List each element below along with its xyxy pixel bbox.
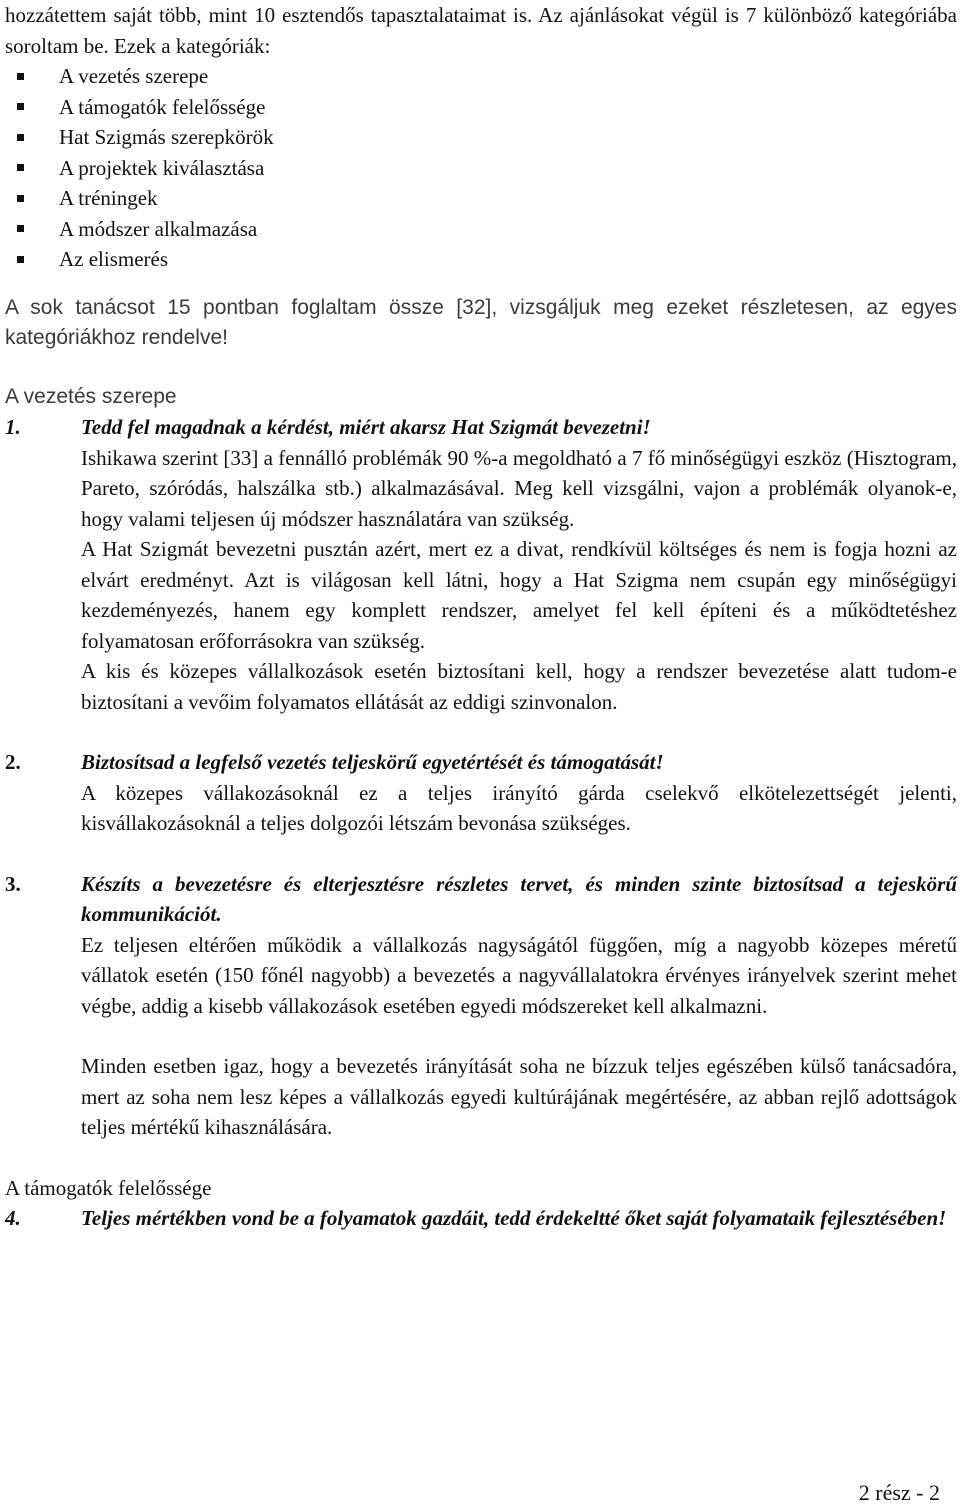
page-number: 2 rész - 2 [858, 1480, 940, 1505]
list-item: A támogatók felelőssége [17, 92, 957, 123]
recommendation-2 [5, 747, 957, 839]
list-item: A vezetés szerepe [17, 61, 957, 92]
square-bullet-icon [17, 73, 24, 80]
recommendation-title: Teljes mértékben vond be a folyamatok gazdáit, tedd érdekeltté őket saját folyamataik fejlesztésében! [81, 1206, 947, 1230]
intro-paragraph: hozzátettem saját több, mint 10 esztendős tapasztalataimat is. Az ajánlásokat végül is 7 különböző kategóriába soroltam be. Ezek a kategóriák: [5, 3, 957, 58]
square-bullet-icon [17, 256, 24, 263]
recommendation-paragraph: Ishikawa szerint [33] a fennálló problémák 90 %-a megoldható a 7 fő minőségügyi eszköz (Hisztogram, Pareto, szóródás, halszálka stb.) alkalmazásával. Meg kell vizsgálni, vajon a problémák olyanok-e, hogy valami teljesen új módszer használatára van szükség. [81, 445, 957, 531]
recommendation-1 [5, 412, 957, 717]
list-item: A módszer alkalmazása [17, 214, 957, 245]
list-item: A tréningek [17, 183, 957, 214]
recommendation-paragraph: Minden esetben igaz, hogy a bevezetés irányítását soha ne bízzuk teljes egészében külső tanácsadóra, mert az soha nem lesz képes a vállalkozás egyedi kultúrájának megértésére, az abban rejlő adottságok teljes mértékű kihasználására. [81, 1054, 957, 1139]
square-bullet-icon [17, 164, 24, 171]
recommendation-number: 1. [5, 415, 21, 439]
section-heading-sponsors: A támogatók felelőssége [5, 1175, 212, 1200]
recommendation-title: Tedd fel magadnak a kérdést, miért akarsz Hat Szigmát bevezetni! [81, 415, 651, 439]
list-item: Az elismerés [17, 244, 957, 275]
square-bullet-icon [17, 195, 24, 202]
recommendation-4 [5, 1203, 957, 1234]
list-item: A projektek kiválasztása [17, 153, 957, 184]
recommendation-title: Biztosítsad a legfelső vezetés teljeskörű egyetértését és támogatását! [81, 750, 664, 774]
list-item: Hat Szigmás szerepkörök [17, 122, 957, 153]
recommendation-paragraph: A kis és közepes vállalkozások esetén biztosítani kell, hogy a rendszer bevezetése alatt tudom-e biztosítani a vevőim folyamatos ellátását az eddigi szinvonalon. [81, 659, 957, 714]
recommendation-3 [5, 869, 957, 1143]
recommendation-paragraph: A Hat Szigmát bevezetni pusztán azért, mert ez a divat, rendkívül költséges és nem is fogja hozni az elvárt eredményt. Azt is világosan kell látni, hogy a Hat Szigma nem csupán egy minőségügyi kezdeményezés, hanem egy komplett rendszer, amelyet fel kell építeni és a működtetéshez folyamatosan erőforrásokra van szükség. [81, 537, 957, 653]
recommendation-title: Készíts a bevezetésre és elterjesztésre részletes tervet, és minden szinte biztosítsad a tejeskörű kommunikációt. [81, 871, 957, 926]
square-bullet-icon [17, 103, 24, 110]
category-list [5, 61, 957, 275]
recommendation-paragraph: A közepes vállakozásoknál ez a teljes irányító gárda cselekvő elkötelezettségét jelenti, kisvállakozásoknál a teljes dolgozói létszám bevonása szükséges. [81, 780, 957, 835]
recommendation-number: 3. [5, 871, 21, 896]
square-bullet-icon [17, 225, 24, 232]
recommendation-number: 4. [5, 1206, 21, 1230]
summary-paragraph: A sok tanácsot 15 pontban foglaltam össze [32], vizsgáljuk meg ezeket részletesen, az egyes kategóriákhoz rendelve! [5, 295, 957, 349]
section-heading-leadership: A vezetés szerepe [5, 384, 177, 408]
recommendation-number: 2. [5, 750, 21, 774]
square-bullet-icon [17, 134, 24, 141]
recommendation-paragraph: Ez teljesen eltérően működik a vállalkozás nagyságától függően, míg a nagyobb közepes méretű vállatok esetén (150 főnél nagyobb) a bevezetés a nagyvállalatokra érvényes irányelvek szerint mehet végbe, addig a kisebb vállakozások esetében egyedi módszereket kell alkalmazni. [81, 932, 957, 1018]
